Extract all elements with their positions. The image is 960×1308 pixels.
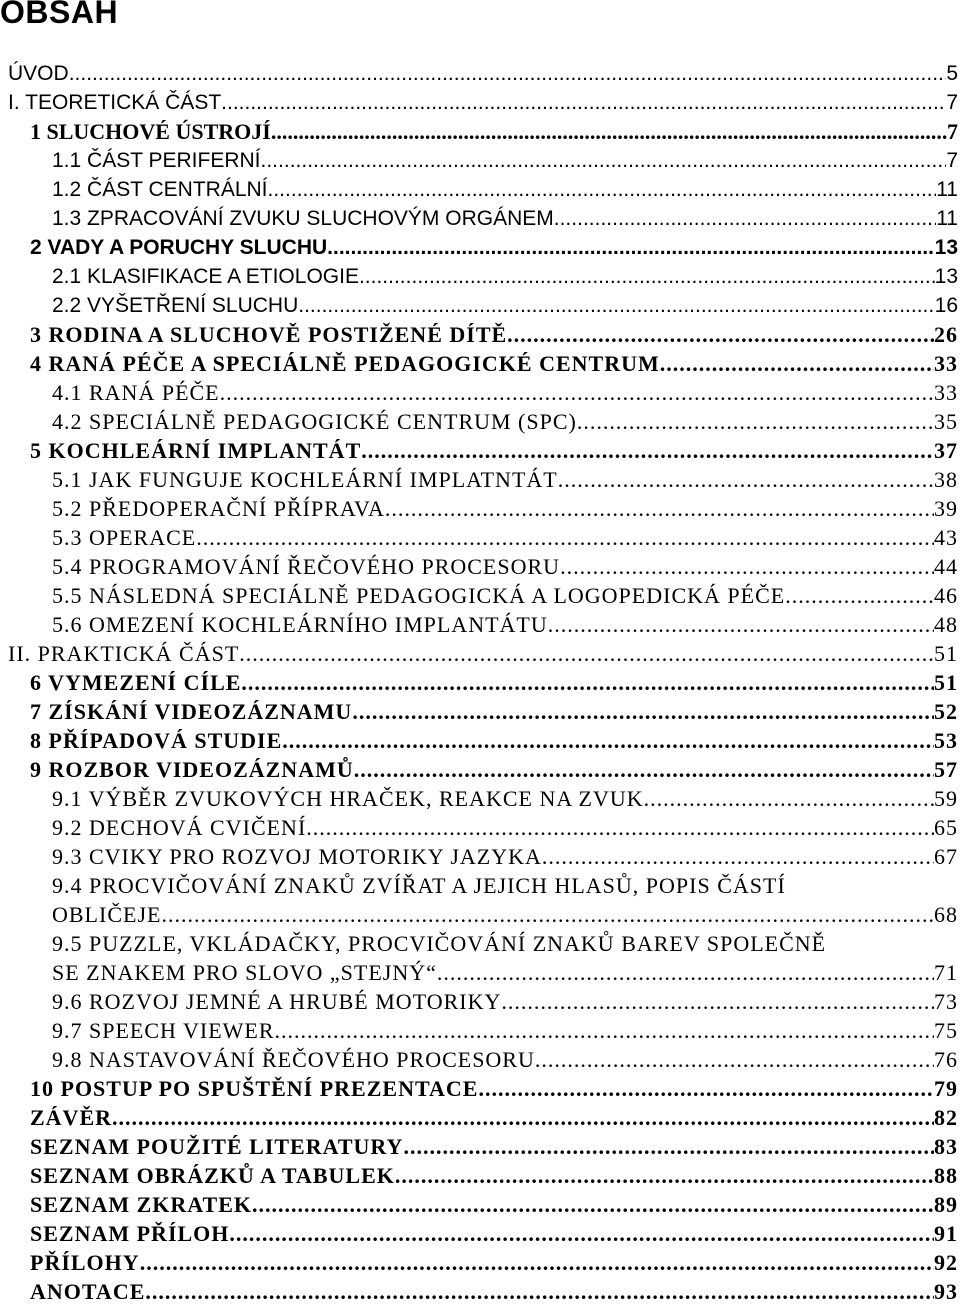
dot-leader xyxy=(282,726,934,755)
toc-entry-title: 5.3 OPERACE xyxy=(52,525,197,550)
toc-entry-title: 5.5 NÁSLEDNÁ SPECIÁLNĚ PEDAGOGICKÁ A LOGOPEDICKÁ PÉČE xyxy=(52,583,786,608)
toc-entry[interactable] xyxy=(0,610,960,639)
dot-leader xyxy=(327,233,934,262)
toc-entry-title: 9.6 ROZVOJ JEMNÉ A HRUBÉ MOTORIKY xyxy=(52,989,502,1014)
dot-leader xyxy=(252,1190,934,1219)
toc-entry[interactable] xyxy=(0,349,960,378)
toc-entry-title: ÚVOD xyxy=(8,62,69,85)
toc-entry-page: 91 xyxy=(934,1221,958,1246)
dot-leader xyxy=(644,784,934,813)
dot-leader xyxy=(403,1132,934,1161)
dot-leader xyxy=(241,668,934,697)
toc-entry-title: 6 VYMEZENÍ CÍLE xyxy=(30,670,242,695)
dot-leader xyxy=(437,958,934,987)
toc-entry-page: 11 xyxy=(936,207,958,230)
toc-entry-page: 89 xyxy=(934,1192,958,1217)
toc-entry-title: 5.4 PROGRAMOVÁNÍ ŘEČOVÉHO PROCESORU xyxy=(52,554,561,579)
toc-entry-title: SEZNAM ZKRATEK xyxy=(30,1192,253,1217)
toc-entry-page: 75 xyxy=(934,1018,958,1043)
toc-entry-title: ZÁVĚR xyxy=(30,1105,113,1130)
toc-entry-page: 44 xyxy=(934,554,958,579)
toc-entry-title: 9.3 CVIKY PRO ROZVOJ MOTORIKY JAZYKA xyxy=(52,844,542,869)
toc-entry-page: 7 xyxy=(947,119,958,144)
toc-entry-page: 92 xyxy=(934,1250,958,1275)
page-title: OBSAH xyxy=(0,0,119,30)
dot-leader xyxy=(239,639,934,668)
toc-entry-continuation[interactable] xyxy=(0,958,960,987)
dot-leader xyxy=(298,291,934,320)
dot-leader xyxy=(261,146,947,175)
toc-entry[interactable] xyxy=(0,59,960,88)
dot-leader xyxy=(385,494,934,523)
toc-entry[interactable] xyxy=(0,320,960,349)
toc-entry-page: 88 xyxy=(934,1163,958,1188)
dot-leader xyxy=(395,1161,934,1190)
dot-leader xyxy=(352,697,934,726)
toc-entry[interactable] xyxy=(0,726,960,755)
toc-entry-continuation[interactable] xyxy=(0,900,960,929)
toc-entry-title: 1.1 ČÁST PERIFERNÍ xyxy=(52,149,261,172)
dot-leader xyxy=(535,1045,934,1074)
toc-entry-title: 3 RODINA A SLUCHOVĚ POSTIŽENÉ DÍTĚ xyxy=(30,322,508,347)
table-of-contents xyxy=(0,59,960,1306)
toc-entry-page: 43 xyxy=(934,525,958,550)
dot-leader xyxy=(548,610,934,639)
toc-entry-page: 73 xyxy=(934,989,958,1014)
toc-entry-title: 2.2 VYŠETŘENÍ SLUCHU xyxy=(52,294,299,317)
toc-entry[interactable] xyxy=(0,117,960,146)
dot-leader xyxy=(221,88,946,117)
toc-entry-page: 76 xyxy=(934,1047,958,1072)
toc-entry[interactable] xyxy=(0,842,960,871)
toc-entry-page: 67 xyxy=(934,844,958,869)
toc-entry-page: 48 xyxy=(934,612,958,637)
toc-entry-page: 65 xyxy=(934,815,958,840)
dot-leader xyxy=(275,1016,934,1045)
toc-entry[interactable] xyxy=(0,1161,960,1190)
toc-entry-title: 1.3 ZPRACOVÁNÍ ZVUKU SLUCHOVÝM ORGÁNEM xyxy=(52,207,554,230)
toc-entry-title: SEZNAM OBRÁZKŮ A TABULEK xyxy=(30,1163,395,1188)
toc-entry[interactable] xyxy=(0,407,960,436)
toc-entry-page: 11 xyxy=(936,178,958,201)
toc-entry[interactable] xyxy=(0,639,960,668)
toc-entry-page: 53 xyxy=(934,728,958,753)
toc-entry-title: 10 POSTUP PO SPUŠTĚNÍ PREZENTACE xyxy=(30,1076,479,1101)
toc-entry[interactable] xyxy=(0,262,960,291)
dot-leader xyxy=(354,755,934,784)
toc-entry[interactable] xyxy=(0,436,960,465)
toc-entry[interactable] xyxy=(0,784,960,813)
dot-leader xyxy=(542,842,934,871)
toc-entry[interactable] xyxy=(0,1074,960,1103)
toc-entry-page: 13 xyxy=(934,265,958,288)
dot-leader xyxy=(161,900,934,929)
toc-entry-page: 37 xyxy=(934,438,958,463)
toc-entry-page: 51 xyxy=(934,641,958,666)
dot-leader xyxy=(554,204,936,233)
dot-leader xyxy=(359,262,935,291)
toc-entry-page: 52 xyxy=(934,699,958,724)
dot-leader xyxy=(140,1248,934,1277)
toc-entry-title: 9.7 SPEECH VIEWER xyxy=(52,1018,275,1043)
toc-entry-page: 7 xyxy=(946,91,958,114)
toc-entry-page: 35 xyxy=(934,409,958,434)
dot-leader xyxy=(785,581,934,610)
toc-entry-page: 16 xyxy=(934,294,958,317)
toc-entry-title: 5.6 OMEZENÍ KOCHLEÁRNÍHO IMPLANTÁTU xyxy=(52,612,548,637)
toc-entry-title: ANOTACE xyxy=(30,1279,146,1304)
toc-entry-title: 8 PŘÍPADOVÁ STUDIE xyxy=(30,728,283,753)
toc-entry-title: 7 ZÍSKÁNÍ VIDEOZÁZNAMU xyxy=(30,699,353,724)
toc-entry[interactable] xyxy=(0,88,960,117)
toc-entry[interactable] xyxy=(0,552,960,581)
toc-entry[interactable] xyxy=(0,987,960,1016)
toc-entry-page: 5 xyxy=(946,62,958,85)
toc-entry-title: II. PRAKTICKÁ ČÁST xyxy=(8,641,240,666)
toc-entry-title: SEZNAM POUŽITÉ LITERATURY xyxy=(30,1134,404,1159)
toc-entry[interactable] xyxy=(0,697,960,726)
toc-entry-title: 9.8 NASTAVOVÁNÍ ŘEČOVÉHO PROCESORU xyxy=(52,1047,535,1072)
toc-entry-title: I. TEORETICKÁ ČÁST xyxy=(8,91,222,114)
dot-leader xyxy=(660,349,934,378)
toc-entry[interactable] xyxy=(0,1248,960,1277)
toc-entry-page: 39 xyxy=(934,496,958,521)
dot-leader xyxy=(478,1074,934,1103)
toc-entry[interactable] xyxy=(0,1132,960,1161)
toc-entry[interactable] xyxy=(0,929,960,958)
toc-entry-page: 51 xyxy=(934,670,958,695)
toc-entry-title: 9.5 PUZZLE, VKLÁDAČKY, PROCVIČOVÁNÍ ZNAKŮ BAREV SPOLEČNĚ xyxy=(52,931,827,956)
toc-entry-page: 26 xyxy=(934,322,958,347)
toc-entry-page: 46 xyxy=(934,583,958,608)
toc-entry-page: 68 xyxy=(934,902,958,927)
toc-entry-title: 2.1 KLASIFIKACE A ETIOLOGIE xyxy=(52,265,359,288)
dot-leader xyxy=(558,465,934,494)
toc-entry-title-continuation: SE ZNAKEM PRO SLOVO „STEJNÝ“ xyxy=(52,960,437,985)
toc-entry-title: 9 ROZBOR VIDEOZÁZNAMŮ xyxy=(30,757,354,782)
toc-entry[interactable] xyxy=(0,204,960,233)
toc-entry-page: 59 xyxy=(934,786,958,811)
toc-entry-page: 33 xyxy=(934,380,958,405)
toc-entry[interactable] xyxy=(0,378,960,407)
dot-leader xyxy=(271,117,947,146)
toc-entry-title: PŘÍLOHY xyxy=(30,1250,140,1275)
toc-entry[interactable] xyxy=(0,146,960,175)
toc-entry-title: 9.2 DECHOVÁ CVIČENÍ xyxy=(52,815,307,840)
toc-entry-title: 9.4 PROCVIČOVÁNÍ ZNAKŮ ZVÍŘAT A JEJICH HLASŮ, POPIS ČÁSTÍ xyxy=(52,873,786,898)
toc-entry-page: 57 xyxy=(934,757,958,782)
toc-entry-page: 71 xyxy=(934,960,958,985)
toc-entry-title-continuation: OBLIČEJE xyxy=(52,902,162,927)
dot-leader xyxy=(306,813,934,842)
dot-leader xyxy=(577,407,934,436)
toc-entry-title: 4.2 SPECIÁLNĚ PEDAGOGICKÉ CENTRUM (SPC) xyxy=(52,409,577,434)
toc-entry[interactable] xyxy=(0,813,960,842)
dot-leader xyxy=(145,1277,934,1306)
toc-entry-page: 7 xyxy=(946,149,958,172)
toc-entry[interactable] xyxy=(0,494,960,523)
toc-entry[interactable] xyxy=(0,523,960,552)
toc-entry-title: 4 RANÁ PÉČE A SPECIÁLNĚ PEDAGOGICKÉ CENTRUM xyxy=(30,351,660,376)
toc-entry-title: 5.2 PŘEDOPERAČNÍ PŘÍPRAVA xyxy=(52,496,385,521)
toc-entry-page: 33 xyxy=(934,351,958,376)
toc-entry-page: 82 xyxy=(934,1105,958,1130)
toc-entry[interactable] xyxy=(0,755,960,784)
toc-entry-page: 13 xyxy=(934,236,958,259)
toc-entry-page: 79 xyxy=(934,1076,958,1101)
toc-entry[interactable] xyxy=(0,1219,960,1248)
toc-entry[interactable] xyxy=(0,233,960,262)
toc-entry-title: 5.1 JAK FUNGUJE KOCHLEÁRNÍ IMPLATNTÁT xyxy=(52,467,558,492)
toc-entry-title: 2 VADY A PORUCHY SLUCHU xyxy=(30,236,328,259)
dot-leader xyxy=(560,552,934,581)
toc-entry-title: SEZNAM PŘÍLOH xyxy=(30,1221,230,1246)
toc-entry-title: 4.1 RANÁ PÉČE xyxy=(52,380,220,405)
toc-entry-title: 5 KOCHLEÁRNÍ IMPLANTÁT xyxy=(30,438,362,463)
dot-leader xyxy=(361,436,934,465)
toc-entry[interactable] xyxy=(0,871,960,900)
toc-entry[interactable] xyxy=(0,1190,960,1219)
toc-entry-page: 38 xyxy=(934,467,958,492)
dot-leader xyxy=(196,523,934,552)
dot-leader xyxy=(268,175,937,204)
toc-entry[interactable] xyxy=(0,1277,960,1306)
dot-leader xyxy=(507,320,934,349)
toc-entry[interactable] xyxy=(0,1045,960,1074)
toc-entry[interactable] xyxy=(0,1016,960,1045)
toc-entry-title: 1 SLUCHOVÉ ÚSTROJÍ xyxy=(30,119,271,144)
toc-entry[interactable] xyxy=(0,291,960,320)
toc-entry[interactable] xyxy=(0,668,960,697)
toc-entry-title: 9.1 VÝBĚR ZVUKOVÝCH HRAČEK, REAKCE NA ZVUK xyxy=(52,786,644,811)
dot-leader xyxy=(112,1103,934,1132)
dot-leader xyxy=(69,59,947,88)
toc-entry-page: 83 xyxy=(934,1134,958,1159)
dot-leader xyxy=(220,378,934,407)
toc-entry[interactable] xyxy=(0,465,960,494)
toc-entry[interactable] xyxy=(0,1103,960,1132)
toc-entry[interactable] xyxy=(0,175,960,204)
toc-entry-page: 93 xyxy=(934,1279,958,1304)
dot-leader xyxy=(229,1219,934,1248)
dot-leader xyxy=(501,987,934,1016)
toc-entry[interactable] xyxy=(0,581,960,610)
toc-entry-title: 1.2 ČÁST CENTRÁLNÍ xyxy=(52,178,268,201)
